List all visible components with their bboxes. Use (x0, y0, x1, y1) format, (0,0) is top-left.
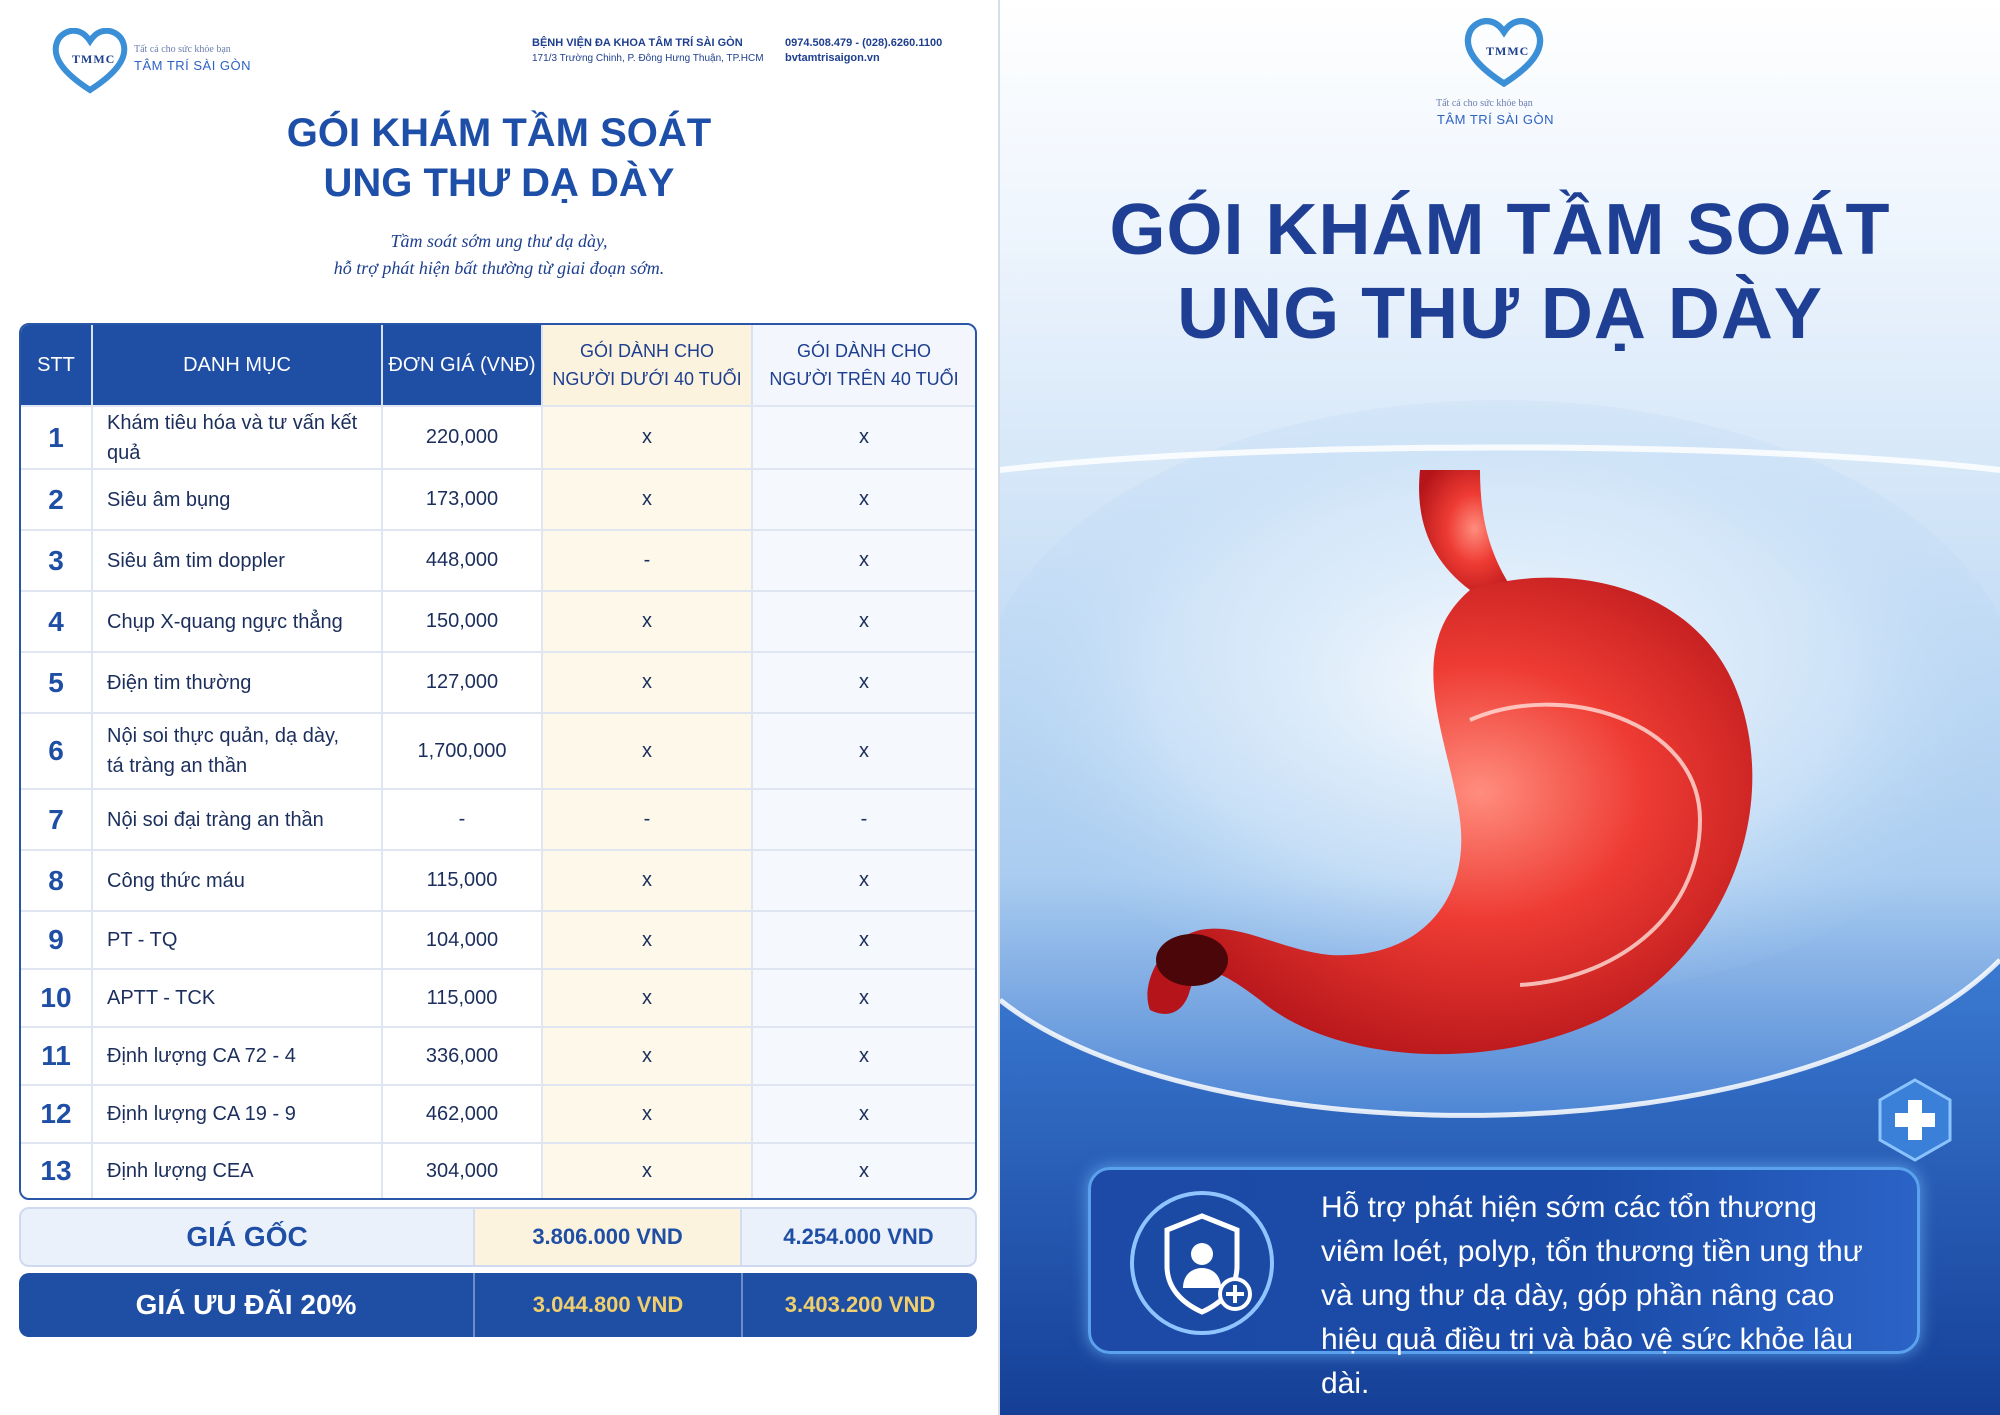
table-row (21, 651, 975, 712)
header-over40-line2: NGƯỜI TRÊN 40 TUỔI (769, 369, 959, 389)
row-number: 3 (21, 531, 93, 590)
table-row (21, 788, 975, 849)
item-name: PT - TQ (93, 912, 383, 968)
logo-tagline: Tất cả cho sức khỏe bạn (134, 44, 231, 55)
row-number: 1 (21, 407, 93, 468)
row-number: 12 (21, 1086, 93, 1142)
hospital-name: BỆNH VIỆN ĐA KHOA TÂM TRÍ SÀI GÒN (532, 37, 743, 49)
logo-mark: TMMC (72, 52, 116, 66)
item-name: APTT - TCK (93, 970, 383, 1026)
under40-mark: x (543, 1144, 753, 1198)
over40-mark: x (753, 407, 975, 468)
subtitle-line-1: Tầm soát sớm ung thư dạ dày, (390, 231, 608, 251)
header-stt: STT (21, 325, 93, 405)
row-number: 13 (21, 1144, 93, 1198)
info-line-2: viêm loét, polyp, tổn thương tiền ung thư (1321, 1235, 1863, 1268)
cover-title-line-2: UNG THƯ DẠ DÀY (1177, 274, 1823, 354)
info-line-4: hiệu quả điều trị và bảo vệ sức khỏe lâu dài. (1321, 1323, 1854, 1400)
title-line-1: GÓI KHÁM TẦM SOÁT (286, 111, 712, 155)
item-name: Định lượng CEA (93, 1144, 383, 1198)
over40-mark: - (753, 790, 975, 849)
promo-price-label: GIÁ ƯU ĐÃI 20% (135, 1289, 357, 1320)
table-body (21, 405, 975, 1198)
right-page (1000, 0, 2000, 1415)
table-row (21, 910, 975, 968)
row-number: 8 (21, 851, 93, 910)
original-price-row (19, 1207, 977, 1267)
under40-mark: - (543, 790, 753, 849)
header-name: DANH MỤC (93, 325, 383, 405)
item-name: Công thức máu (93, 851, 383, 910)
over40-mark: x (753, 912, 975, 968)
logo-name: TÂM TRÍ SÀI GÒN (1437, 112, 1555, 127)
cover-title-line-1: GÓI KHÁM TẦM SOÁT (1109, 190, 1891, 270)
under40-mark: x (543, 912, 753, 968)
over40-mark: x (753, 470, 975, 529)
header-under40-line2: NGƯỜI DƯỚI 40 TUỔI (552, 369, 742, 389)
table-row (21, 1142, 975, 1198)
under40-mark: x (543, 970, 753, 1026)
page-title (0, 108, 998, 208)
info-line-1: Hỗ trợ phát hiện sớm các tổn thương (1321, 1191, 1817, 1224)
table-row (21, 1026, 975, 1084)
header-under40-line1: GÓI DÀNH CHO (579, 341, 714, 361)
under40-mark: x (543, 407, 753, 468)
table-row (21, 712, 975, 788)
over40-mark: x (753, 970, 975, 1026)
original-price-label: GIÁ GỐC (186, 1221, 308, 1252)
item-name: Định lượng CA 19 - 9 (93, 1086, 383, 1142)
item-price: 304,000 (383, 1144, 543, 1198)
original-price-over40: 4.254.000 VND (740, 1209, 975, 1265)
item-price: 336,000 (383, 1028, 543, 1084)
item-price: - (383, 790, 543, 849)
logo-tagline: Tất cả cho sức khỏe bạn (1436, 98, 1533, 109)
row-number: 4 (21, 592, 93, 651)
row-number: 2 (21, 470, 93, 529)
item-price: 104,000 (383, 912, 543, 968)
subtitle-line-2: hỗ trợ phát hiện bất thường từ giai đoạn sớm. (333, 258, 665, 278)
under40-mark: x (543, 1028, 753, 1084)
item-name: Nội soi đại tràng an thần (93, 790, 383, 849)
price-table (19, 323, 977, 1200)
over40-mark: x (753, 1144, 975, 1198)
under40-mark: - (543, 531, 753, 590)
header-package-under40 (543, 325, 753, 405)
under40-mark: x (543, 470, 753, 529)
phone-numbers: 0974.508.479 - (028).6260.1100 (785, 37, 943, 49)
hospital-address: 171/3 Trường Chinh, P. Đông Hưng Thuận, TP.HCM (532, 53, 764, 64)
under40-mark: x (543, 851, 753, 910)
item-price: 150,000 (383, 592, 543, 651)
item-price: 1,700,000 (383, 714, 543, 788)
under40-mark: x (543, 1086, 753, 1142)
table-header (21, 325, 975, 405)
item-name: Nội soi thực quản, dạ dày, tá tràng an thần (93, 714, 383, 788)
cover-title (1000, 188, 2000, 356)
item-price: 173,000 (383, 470, 543, 529)
item-name: Siêu âm tim doppler (93, 531, 383, 590)
header-package-over40 (753, 325, 975, 405)
over40-mark: x (753, 1028, 975, 1084)
promo-price-over40: 3.403.200 VND (741, 1273, 977, 1337)
row-number: 11 (21, 1028, 93, 1084)
item-name: Khám tiêu hóa và tư vấn kết quả (93, 407, 383, 468)
phone-block (785, 36, 942, 66)
info-box (1088, 1167, 1920, 1400)
promo-price-under40: 3.044.800 VND (473, 1273, 741, 1337)
item-price: 220,000 (383, 407, 543, 468)
item-price: 448,000 (383, 531, 543, 590)
right-logo (1404, 18, 1604, 134)
shield-user-icon (1127, 1188, 1277, 1338)
over40-mark: x (753, 592, 975, 651)
contact-block (532, 36, 764, 66)
item-price: 127,000 (383, 653, 543, 712)
logo-name: TÂM TRÍ SÀI GÒN (134, 58, 252, 73)
item-name: Định lượng CA 72 - 4 (93, 1028, 383, 1084)
info-text (1321, 1186, 1906, 1406)
item-name: Siêu âm bụng (93, 470, 383, 529)
left-page (0, 0, 998, 1415)
row-number: 10 (21, 970, 93, 1026)
page-subtitle (0, 228, 998, 282)
item-name: Điện tim thường (93, 653, 383, 712)
over40-mark: x (753, 1086, 975, 1142)
table-row (21, 529, 975, 590)
original-price-under40: 3.806.000 VND (473, 1209, 740, 1265)
table-row (21, 968, 975, 1026)
table-row (21, 849, 975, 910)
under40-mark: x (543, 592, 753, 651)
under40-mark: x (543, 714, 753, 788)
row-number: 5 (21, 653, 93, 712)
over40-mark: x (753, 714, 975, 788)
logo (52, 28, 262, 98)
row-number: 6 (21, 714, 93, 788)
title-line-2: UNG THƯ DẠ DÀY (323, 161, 675, 205)
over40-mark: x (753, 851, 975, 910)
website-link[interactable]: bvtamtrisaigon.vn (785, 52, 880, 64)
table-row (21, 1084, 975, 1142)
info-line-3: và ung thư dạ dày, góp phần nâng cao (1321, 1279, 1835, 1312)
item-price: 462,000 (383, 1086, 543, 1142)
over40-mark: x (753, 653, 975, 712)
logo-mark: TMMC (1486, 44, 1530, 58)
table-row (21, 468, 975, 529)
item-price: 115,000 (383, 970, 543, 1026)
item-price: 115,000 (383, 851, 543, 910)
row-number: 9 (21, 912, 93, 968)
over40-mark: x (753, 531, 975, 590)
item-name: Chụp X-quang ngực thẳng (93, 592, 383, 651)
row-number: 7 (21, 790, 93, 849)
table-row (21, 405, 975, 468)
table-row (21, 590, 975, 651)
header-over40-line1: GÓI DÀNH CHO (796, 341, 931, 361)
under40-mark: x (543, 653, 753, 712)
promo-price-row (19, 1273, 977, 1337)
header-price: ĐƠN GIÁ (VNĐ) (383, 325, 543, 405)
